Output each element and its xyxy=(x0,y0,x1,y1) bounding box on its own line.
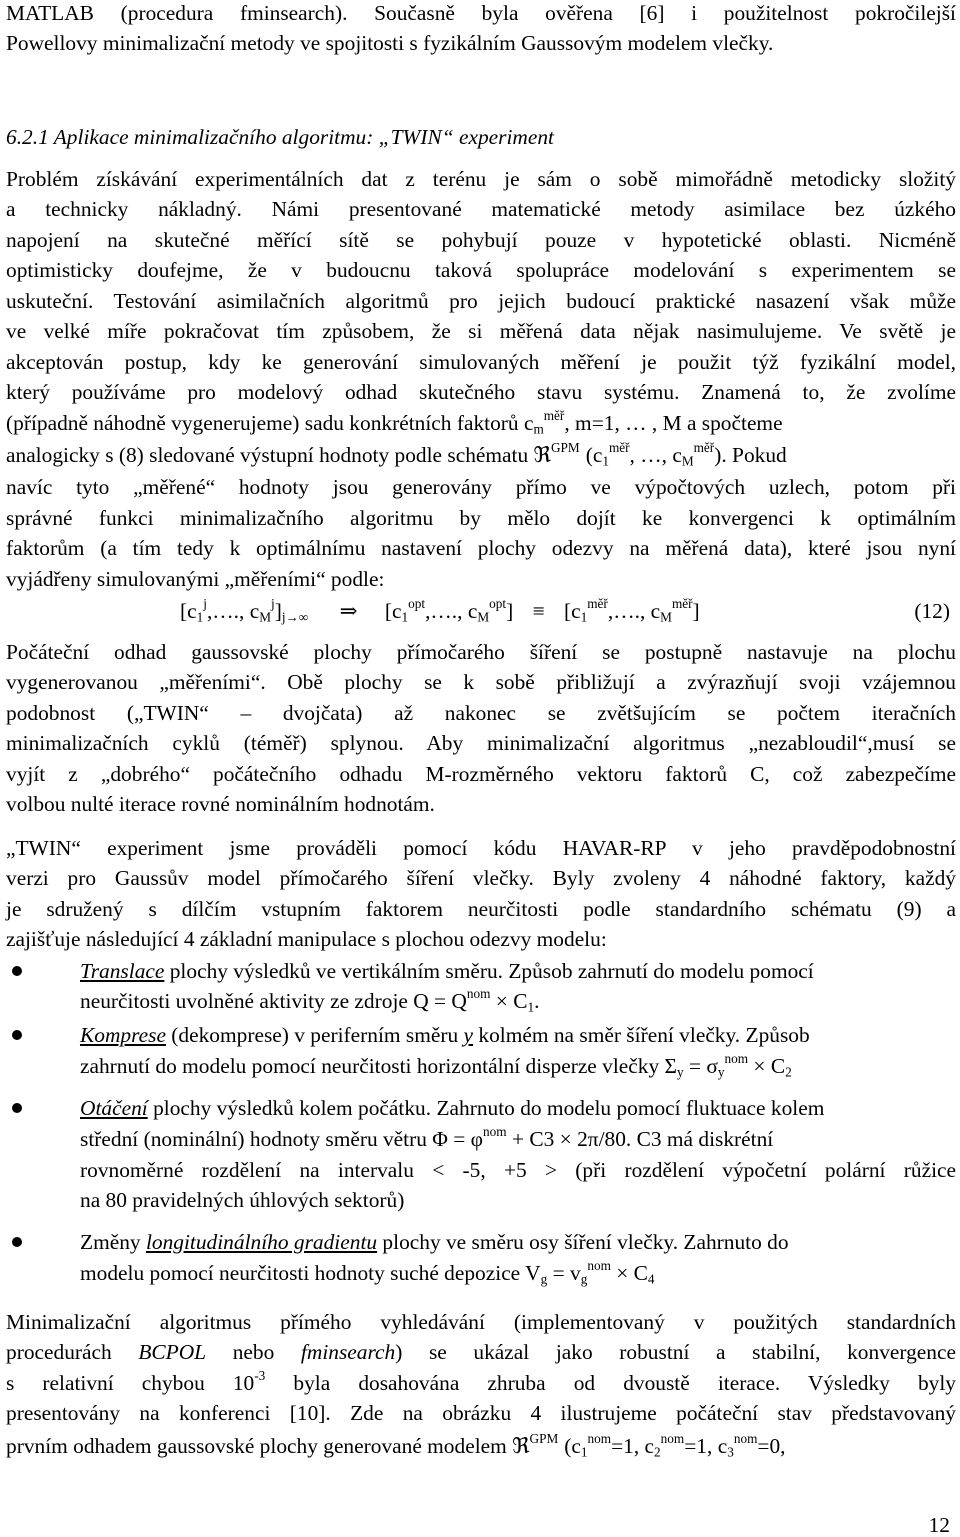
para1-line: ve velké míře pokračovat tím způsobem, že si měřená data nějak nasimulujeme. Ve světě je xyxy=(6,319,956,343)
bullet-1-line-2 xyxy=(80,988,956,1014)
superscript: nom xyxy=(587,1258,611,1274)
symbol-y: y xyxy=(463,1023,474,1047)
para3-line: zajišťuje následující 4 základní manipulace s plochou odezvy modelu: xyxy=(6,927,607,951)
para2-line: vyjít z „dobrého“ počátečního odhadu M-rozměrného vektoru faktorů C, což zabezpečíme xyxy=(6,762,956,786)
text-run: modelu pomocí neurčitosti hodnoty suché depozice V xyxy=(80,1261,541,1285)
bullet-2-line-1 xyxy=(80,1022,956,1048)
symbol: ] xyxy=(274,599,282,623)
symbol: c xyxy=(467,599,478,623)
symbol: c xyxy=(571,599,581,623)
equation-number: (12) xyxy=(914,599,950,623)
symbol: c xyxy=(650,599,661,623)
intro-line-2: Powellovy minimalizační metody ve spojitosti s fyzikálním Gaussovým modelem vlečky. xyxy=(6,31,774,55)
text-run: , m=1, … , M a spočteme xyxy=(564,411,783,435)
para3-line: verzi pro Gaussův model přímočarého šíření vlečky. Byly zvoleny 4 náhodné faktory, každý xyxy=(6,866,956,890)
text-run: zahrnutí do modelu pomocí neurčitosti horizontální disperze vlečky Σ xyxy=(80,1054,677,1078)
para1-line: uskuteční. Testování asimilačních algoritmů pro jejich budoucí praktické nasazení však může xyxy=(6,289,956,313)
bullet-3-line-4: na 80 pravidelných úhlových sektorů) xyxy=(80,1188,405,1212)
text-run: =1, c xyxy=(611,1434,655,1458)
para4-line: presentovány na konferenci [10]. Zde na obrázku 4 ilustrujeme počáteční stav představovaný xyxy=(6,1401,956,1425)
text-run: ( xyxy=(585,443,593,467)
text-run: s relativní chybou 10 xyxy=(6,1371,255,1395)
term-translace: Translace xyxy=(80,959,165,983)
text-run: ) se ukázal jako robustní a stabilní, konvergence xyxy=(395,1340,956,1364)
para1-line: a technicky nákladný. Námi presentované matematické metody asimilace bez úzkého xyxy=(6,197,956,221)
bullet-dot xyxy=(12,1237,22,1247)
page-number: 12 xyxy=(928,1513,950,1537)
para1-line: který používáme pro modelový odhad skutečného stavu systému. Znamená to, že zvolíme xyxy=(6,380,956,404)
symbol: c xyxy=(672,443,682,467)
superscript: měř xyxy=(693,440,715,456)
text-run: = v xyxy=(547,1261,581,1285)
intro-line-1: MATLAB (procedura fminsearch). Současně byla ověřena [6] i použitelnost pokročilejší xyxy=(6,1,956,25)
superscript: měř xyxy=(671,596,693,612)
superscript: nom xyxy=(724,1051,749,1067)
procedure-fminsearch: fminsearch xyxy=(300,1340,396,1364)
subscript: m xyxy=(533,421,544,437)
bullet-3-line-1 xyxy=(80,1095,956,1121)
subscript: M xyxy=(477,609,490,625)
subscript: 1 xyxy=(580,1444,588,1460)
para2-line: Počáteční odhad gaussovské plochy přímočarého šíření se postupně nastavuje na plochu xyxy=(6,640,956,664)
subscript: M xyxy=(259,609,272,625)
term-otaceni: Otáčení xyxy=(80,1096,148,1120)
superscript: j xyxy=(271,596,275,612)
para1-line: vyjádřeny simulovanými „měřeními“ podle: xyxy=(6,567,385,591)
text-run: plochy výsledků ve vertikálním směru. Způsob zahrnutí do modelu pomocí xyxy=(164,959,814,983)
text-run: byla dosahována zhruba od dvoustě iterace. Výsledky byly xyxy=(265,1371,956,1395)
para1-line: Problém získávání experimentálních dat z terénu je sám o sobě mimořádně metodicky složitý xyxy=(6,167,956,191)
gpm-operator-symbol: ℜ xyxy=(512,1434,530,1459)
bullet-4-line-2 xyxy=(80,1260,956,1286)
section-heading: 6.2.1 Aplikace minimalizačního algoritmu: „TWIN“ experiment xyxy=(6,125,554,149)
text-run: = σ xyxy=(683,1054,718,1078)
subscript: M xyxy=(660,609,672,625)
symbol: ] xyxy=(692,599,700,623)
text-run: neurčitosti uvolněné aktivity ze zdroje Q = Q xyxy=(80,989,467,1013)
para4-line-2 xyxy=(6,1339,956,1365)
superscript: nom xyxy=(466,986,491,1002)
para1-line: správné funkci minimalizačního algoritmu by mělo dojít ke konvergenci k optimálním xyxy=(6,506,956,530)
bullet-dot xyxy=(12,1103,22,1113)
para1-line: optimisticky doufejme, že v budoucnu taková spolupráce modelování s experimentem se xyxy=(6,258,956,282)
equation-12 xyxy=(180,598,956,624)
subscript: 1 xyxy=(580,609,588,625)
subscript: 2 xyxy=(654,1444,661,1460)
para1-line: faktorům (a tím tedy k optimálnímu nastavení plochy odezvy na měřená data), které jsou nyní xyxy=(6,536,956,560)
symbol: [ xyxy=(384,599,392,623)
symbol: ,…., xyxy=(206,599,250,623)
superscript: měř xyxy=(543,408,565,424)
symbol: c xyxy=(187,599,197,623)
symbol: c xyxy=(392,599,402,623)
bullet-3-line-2 xyxy=(80,1126,956,1152)
subscript: 1 xyxy=(401,609,409,625)
text-run: analogicky s (8) sledované výstupní hodnoty podle schématu xyxy=(6,443,534,467)
symbol: ] xyxy=(506,599,514,623)
superscript: opt xyxy=(489,596,507,612)
para4-line-3 xyxy=(6,1370,956,1396)
bullet-2-line-2 xyxy=(80,1053,956,1079)
superscript: nom xyxy=(660,1431,685,1447)
symbol: [ xyxy=(180,599,188,623)
subscript: 4 xyxy=(647,1271,655,1287)
text-run: procedurách xyxy=(6,1340,139,1364)
text-run: plochy ve směru osy šíření vlečky. Zahrnuto do xyxy=(377,1230,789,1254)
text-run: (případně náhodně vygenerujeme) sadu konkrétních faktorů c xyxy=(6,411,534,435)
superscript: měř xyxy=(587,596,608,612)
para1-line-schema xyxy=(6,442,956,469)
bullet-3-line-3: rovnoměrné rozdělení na intervalu < -5, +5 > (při rozdělení výpočetní polární růžice xyxy=(80,1158,956,1182)
subscript: 3 xyxy=(727,1444,734,1460)
para3-line: „TWIN“ experiment jsme prováděli pomocí kódu HAVAR-RP v jeho pravděpodobnostní xyxy=(6,836,956,860)
symbol: c xyxy=(592,443,603,467)
subscript: g xyxy=(580,1271,588,1287)
symbol: c xyxy=(249,599,260,623)
para1-line: napojení na skutečné měřící sítě se pohybují pouze v hypotetické oblasti. Nicméně xyxy=(6,228,956,252)
text-run: plochy výsledků kolem počátku. Zahrnuto do modelu pomocí fluktuace kolem xyxy=(147,1096,825,1120)
superscript: nom xyxy=(733,1431,758,1447)
text-run: ). Pokud xyxy=(714,443,787,467)
text-run: × C xyxy=(748,1054,786,1078)
symbol: ,…., xyxy=(607,599,651,623)
gpm-operator-symbol: ℜ xyxy=(533,443,551,468)
text-run: + C3 × 2π/80. C3 má diskrétní xyxy=(506,1127,774,1151)
subscript: y xyxy=(717,1064,725,1080)
para1-line: akceptován postup, kdy ke generování simulovaných měření je použit týž fyzikální model, xyxy=(6,350,956,374)
subscript: j→∞ xyxy=(281,609,309,625)
superscript: -3 xyxy=(254,1368,266,1384)
para1-line: navíc tyto „měřené“ hodnoty jsou generovány přímo ve výpočtových uzlech, potom při xyxy=(6,475,956,499)
para2-line: volbou nulté iterace rovné nominálním hodnotám. xyxy=(6,792,435,816)
superscript: nom xyxy=(483,1124,507,1140)
para4-line: Minimalizační algoritmus přímého vyhledávání (implementovaný v použitých standardních xyxy=(6,1310,956,1334)
text-run: prvním odhadem gaussovské plochy generované modelem xyxy=(6,1434,513,1458)
term-komprese: Komprese xyxy=(80,1023,166,1047)
subscript: y xyxy=(676,1064,684,1080)
bullet-1-line-1 xyxy=(80,958,956,984)
superscript: GPM xyxy=(529,1431,559,1447)
superscript: nom xyxy=(587,1431,612,1447)
subscript: 1 xyxy=(196,609,204,625)
text-run: (dekomprese) v periferním směru xyxy=(165,1023,464,1047)
para2-line: podobnost („TWIN“ – dvojčata) až nakonec se zvětšujícím se počtem iteračních xyxy=(6,701,956,725)
text-run: střední (nominální) hodnoty směru větru Φ = φ xyxy=(80,1127,484,1151)
term-longitudinalni-gradient: longitudinálního gradientu xyxy=(145,1230,378,1254)
superscript: měř xyxy=(608,440,630,456)
symbol: ( xyxy=(564,1434,572,1458)
text-run: × C xyxy=(610,1261,648,1285)
bullet-dot xyxy=(12,1030,22,1040)
text-run: kolmém na směr šíření vlečky. Způsob xyxy=(473,1023,810,1047)
bullet-dot xyxy=(12,966,22,976)
text-run: , …, xyxy=(629,443,673,467)
symbol: ,…., xyxy=(425,599,468,623)
subscript: M xyxy=(681,453,694,469)
para2-line: vygenerovanou „měřeními“. Obě plochy se k sobě přibližují a zvýrazňují svoji vzájemnou xyxy=(6,670,956,694)
superscript: opt xyxy=(408,596,426,612)
implies-symbol: ⇒ xyxy=(339,599,358,623)
text-run: =0, xyxy=(757,1434,786,1458)
text-run: Změny xyxy=(80,1230,146,1254)
equiv-symbol: ≡ xyxy=(532,599,545,623)
bullet-4-line-1 xyxy=(80,1229,956,1255)
text-run: . xyxy=(534,989,540,1013)
text-run: × C xyxy=(490,989,528,1013)
superscript: GPM xyxy=(550,440,580,456)
para1-line-factors xyxy=(6,410,956,436)
superscript: j xyxy=(203,596,207,612)
subscript: g xyxy=(540,1271,548,1287)
subscript: 1 xyxy=(602,453,609,469)
para3-line: je sdružený s dílčím vstupním faktorem neurčitosti podle standardního schématu (9) a xyxy=(6,897,956,921)
text-run: nebo xyxy=(206,1340,301,1364)
text-run: =1, c xyxy=(684,1434,728,1458)
subscript: 1 xyxy=(527,999,535,1015)
para2-line: minimalizačních cyklů (téměř) splynou. Aby minimalizační algoritmus „nezabloudil“,musí se xyxy=(6,731,956,755)
procedure-bcpol: BCPOL xyxy=(138,1340,207,1364)
subscript: 2 xyxy=(785,1064,792,1080)
symbol: c xyxy=(571,1434,581,1458)
para4-line-5 xyxy=(6,1433,956,1460)
symbol: [ xyxy=(564,599,572,623)
